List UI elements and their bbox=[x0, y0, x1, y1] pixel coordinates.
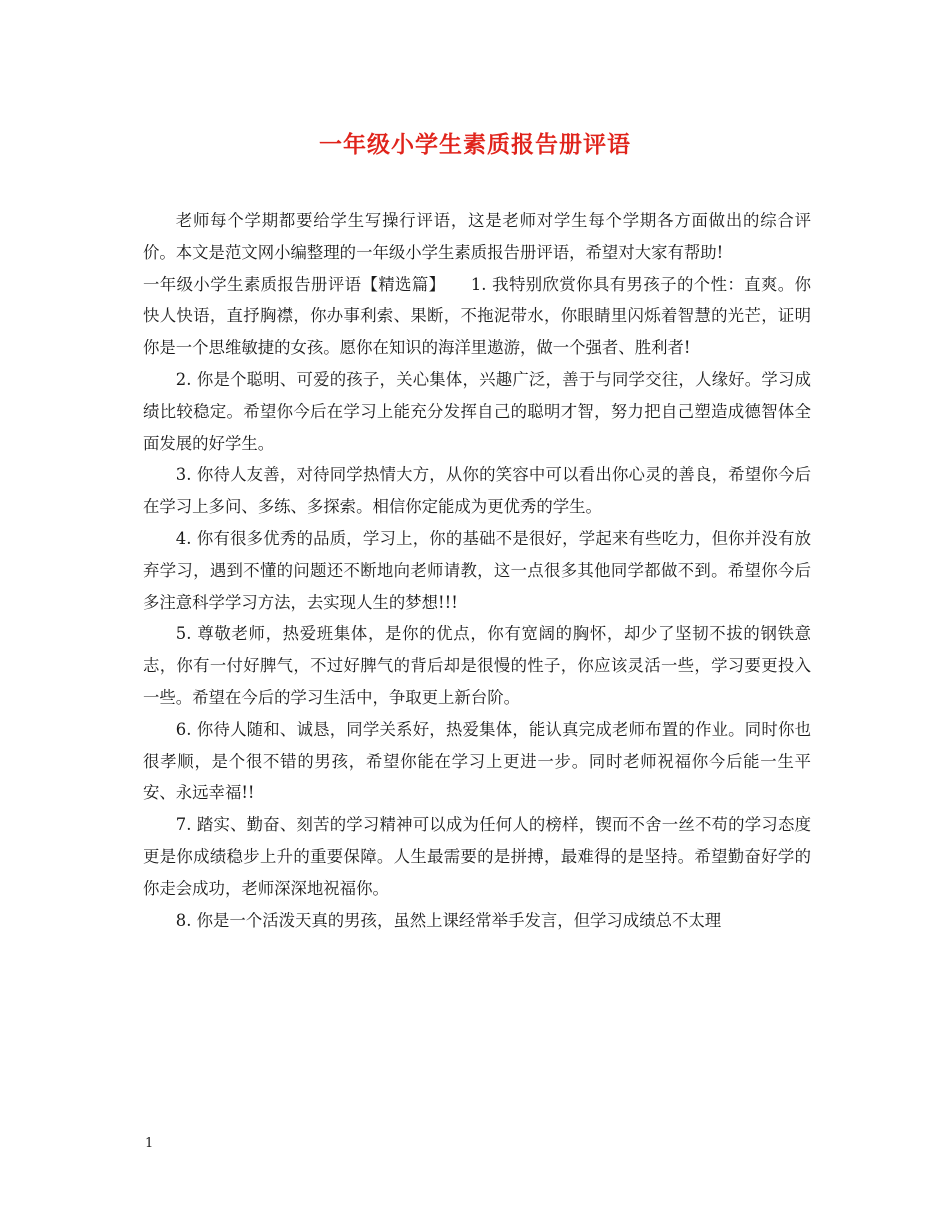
intro-paragraph: 老师每个学期都要给学生写操行评语，这是老师对学生每个学期各方面做出的综合评价。本文是范文网小编整理的一年级小学生素质报告册评语，希望对大家有帮助! bbox=[143, 211, 811, 262]
section-heading: 一年级小学生素质报告册评语【精选篇】 bbox=[143, 274, 438, 294]
document-title: 一年级小学生素质报告册评语 bbox=[319, 131, 631, 158]
document-body bbox=[143, 205, 811, 936]
comment-item-5: 5. 尊敬老师，热爱班集体，是你的优点，你有宽阔的胸怀，却少了坚韧不拔的钢铁意志，你有一付好脾气，不过好脾气的背后却是很慢的性子，你应该灵活一些，学习要更投入一些。希望在今后的学习生活中，争取更上新台阶。 bbox=[143, 624, 811, 707]
comment-item-3: 3. 你待人友善，对待同学热情大方，从你的笑容中可以看出你心灵的善良，希望你今后在学习上多问、多练、多探索。相信你定能成为更优秀的学生。 bbox=[143, 465, 811, 517]
comment-item-4: 4. 你有很多优秀的品质，学习上，你的基础不是很好，学起来有些吃力，但你并没有放弃学习，遇到不懂的问题还不断地向老师请教，这一点很多其他同学都做不到。希望你今后多注意科学学习方法，去实现人生的梦想!!! bbox=[143, 528, 811, 612]
page-number: 1 bbox=[145, 1136, 154, 1151]
comment-item-2: 2. 你是个聪明、可爱的孩子，关心集体，兴趣广泛，善于与同学交往，人缘好。学习成绩比较稳定。希望你今后在学习上能充分发挥自己的聪明才智，努力把自己塑造成德智体全面发展的好学生。 bbox=[143, 369, 811, 453]
comment-item-1: 1. 我特别欣赏你具有男孩子的个性：直爽。你快人快语，直抒胸襟，你办事利索、果断，不拖泥带水，你眼睛里闪烁着智慧的光芒，证明你是一个思维敏捷的女孩。愿你在知识的海洋里遨游，做一个强者、胜利者! bbox=[143, 274, 811, 358]
comment-item-6: 6. 你待人随和、诚恳，同学关系好，热爱集体，能认真完成老师布置的作业。同时你也很孝顺，是个很不错的男孩，希望你能在学习上更进一步。同时老师祝福你今后能一生平安、永远幸福!! bbox=[143, 719, 811, 803]
section-paragraph bbox=[143, 269, 811, 364]
comment-item-8: 8. 你是一个活泼天真的男孩，虽然上课经常举手发言，但学习成绩总不太理 bbox=[175, 910, 722, 930]
comment-item-7: 7. 踏实、勤奋、刻苦的学习精神可以成为任何人的榜样，锲而不舍一丝不苟的学习态度更是你成绩稳步上升的重要保障。人生最需要的是拼搏，最难得的是坚持。希望勤奋好学的你走会成功，老师深深地祝福你。 bbox=[143, 815, 811, 898]
